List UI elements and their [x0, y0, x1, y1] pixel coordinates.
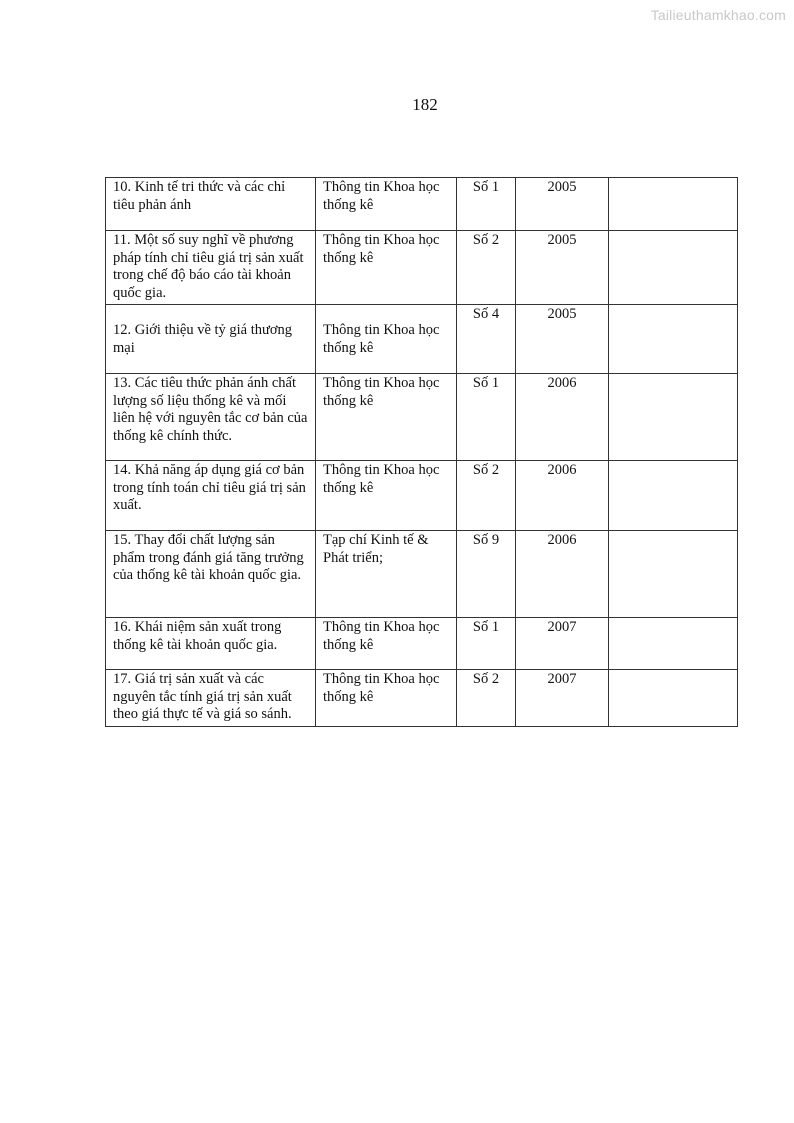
watermark-text: Tailieuthamkhao.com: [650, 7, 786, 23]
issue-cell: Số 4: [457, 305, 516, 374]
table-row: [106, 670, 738, 727]
empty-cell: [609, 461, 738, 531]
article-title-cell: 17. Giá trị sản xuất và các nguyên tắc tính giá trị sản xuất theo giá thực tế và giá so sánh.: [106, 670, 316, 727]
empty-cell: [609, 374, 738, 461]
article-title-cell: 10. Kinh tế tri thức và các chỉ tiêu phản ánh: [106, 178, 316, 231]
year-cell: 2006: [516, 531, 609, 618]
issue-cell: Số 2: [457, 461, 516, 531]
article-title-cell: 13. Các tiêu thức phản ánh chất lượng số liệu thống kê và mối liên hệ với nguyên tắc cơ bản của thống kê chính thức.: [106, 374, 316, 461]
empty-cell: [609, 178, 738, 231]
year-cell: 2006: [516, 374, 609, 461]
journal-cell: Thông tin Khoa học thống kê: [316, 178, 457, 231]
issue-cell: Số 1: [457, 374, 516, 461]
article-title-cell: 14. Khả năng áp dụng giá cơ bản trong tính toán chỉ tiêu giá trị sản xuất.: [106, 461, 316, 531]
table-row: [106, 231, 738, 305]
article-title-cell: 15. Thay đổi chất lượng sản phẩm trong đánh giá tăng trưởng của thống kê tài khoản quốc gia.: [106, 531, 316, 618]
journal-cell: Thông tin Khoa học thống kê: [316, 670, 457, 727]
issue-cell: Số 2: [457, 231, 516, 305]
year-cell: 2005: [516, 178, 609, 231]
journal-cell: Tạp chí Kinh tế & Phát triển;: [316, 531, 457, 618]
empty-cell: [609, 305, 738, 374]
year-cell: 2006: [516, 461, 609, 531]
journal-cell: Thông tin Khoa học thống kê: [316, 305, 457, 374]
table-row: [106, 178, 738, 231]
empty-cell: [609, 531, 738, 618]
year-cell: 2005: [516, 231, 609, 305]
article-title-cell: 16. Khái niệm sản xuất trong thống kê tài khoản quốc gia.: [106, 618, 316, 670]
issue-cell: Số 9: [457, 531, 516, 618]
publications-table: [105, 177, 738, 727]
table-row: [106, 618, 738, 670]
journal-cell: Thông tin Khoa học thống kê: [316, 461, 457, 531]
page-number: 182: [412, 95, 438, 114]
empty-cell: [609, 618, 738, 670]
article-title-cell: 12. Giới thiệu về tỷ giá thương mại: [106, 305, 316, 374]
journal-cell: Thông tin Khoa học thống kê: [316, 618, 457, 670]
table-row: [106, 461, 738, 531]
table-row: [106, 305, 738, 374]
year-cell: 2007: [516, 618, 609, 670]
table-row: [106, 374, 738, 461]
journal-cell: Thông tin Khoa học thống kê: [316, 374, 457, 461]
journal-cell: Thông tin Khoa học thống kê: [316, 231, 457, 305]
empty-cell: [609, 670, 738, 727]
issue-cell: Số 2: [457, 670, 516, 727]
table-row: [106, 531, 738, 618]
article-title-cell: 11. Một số suy nghĩ về phương pháp tính chỉ tiêu giá trị sản xuất trong chế độ báo cáo tài khoản quốc gia.: [106, 231, 316, 305]
empty-cell: [609, 231, 738, 305]
year-cell: 2005: [516, 305, 609, 374]
issue-cell: Số 1: [457, 178, 516, 231]
year-cell: 2007: [516, 670, 609, 727]
issue-cell: Số 1: [457, 618, 516, 670]
